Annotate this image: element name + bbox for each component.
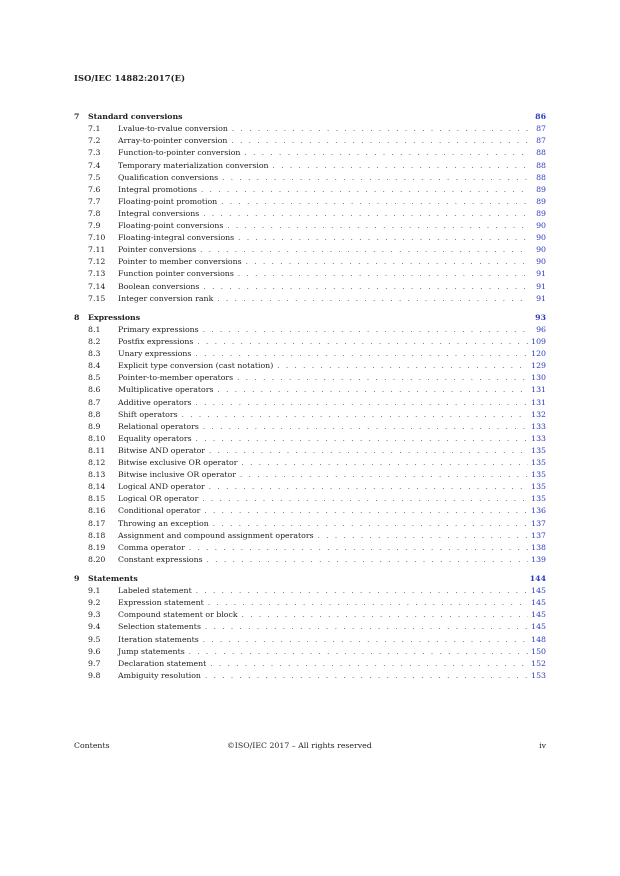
- section-page-link[interactable]: 91: [536, 281, 546, 291]
- section-number: 7.10: [88, 233, 106, 243]
- toc-section-entry[interactable]: [74, 530, 546, 542]
- section-title: Compound statement or block: [118, 610, 238, 620]
- section-page-link[interactable]: 89: [536, 208, 546, 218]
- toc-chapter-entry[interactable]: [74, 111, 546, 123]
- toc-section-entry[interactable]: [74, 208, 546, 220]
- section-number: 8.20: [88, 554, 106, 564]
- toc-chapter: [74, 573, 546, 682]
- section-number: 7.12: [88, 257, 106, 267]
- section-page-link[interactable]: 153: [531, 670, 546, 680]
- section-title: Function-to-pointer conversion: [118, 148, 241, 158]
- section-title: Postfix expressions: [118, 337, 194, 347]
- section-number: 8.5: [88, 373, 101, 383]
- dot-leader: [197, 336, 528, 348]
- section-page-link[interactable]: 132: [531, 409, 546, 419]
- section-page-link[interactable]: 90: [536, 233, 546, 243]
- section-title: Throwing an exception: [118, 518, 209, 528]
- dot-leader: [277, 360, 528, 372]
- dot-leader: [196, 585, 528, 597]
- dot-leader: [202, 493, 528, 505]
- section-page-link[interactable]: 135: [531, 482, 546, 492]
- toc-section-entry[interactable]: [74, 135, 546, 147]
- chapter-number: 9: [74, 573, 80, 583]
- section-title: Explicit type conversion (cast notation): [118, 361, 274, 371]
- section-number: 8.6: [88, 385, 101, 395]
- dot-leader: [232, 123, 529, 135]
- toc-chapter: [74, 312, 546, 566]
- chapter-number: 8: [74, 312, 80, 322]
- section-number: 7.3: [88, 148, 101, 158]
- dot-leader: [205, 670, 528, 682]
- dot-leader: [208, 597, 528, 609]
- chapter-number: 7: [74, 112, 80, 121]
- toc-section-entry[interactable]: [74, 433, 546, 445]
- toc-section-entry[interactable]: [74, 360, 546, 372]
- section-page-link[interactable]: 120: [531, 349, 546, 359]
- section-title: Relational operators: [118, 421, 199, 431]
- section-page-link[interactable]: 133: [531, 433, 546, 443]
- section-title: Floating-point conversions: [118, 221, 224, 231]
- section-page-link[interactable]: 109: [531, 337, 546, 347]
- section-title: Bitwise inclusive OR operator: [118, 470, 236, 480]
- section-number: 9.5: [88, 634, 101, 644]
- dot-leader: [182, 409, 529, 421]
- toc-section-entry[interactable]: [74, 220, 546, 232]
- section-page-link[interactable]: 152: [531, 658, 546, 668]
- section-page-link[interactable]: 145: [531, 610, 546, 620]
- toc-section-entry[interactable]: [74, 172, 546, 184]
- section-page-link[interactable]: 148: [531, 634, 546, 644]
- section-number: 7.14: [88, 281, 106, 291]
- section-title: Assignment and compound assignment operators: [118, 530, 314, 540]
- section-page-link[interactable]: 87: [536, 124, 546, 134]
- section-title: Shift operators: [118, 409, 178, 419]
- dot-leader: [221, 196, 529, 208]
- section-title: Bitwise AND operator: [118, 445, 206, 455]
- section-page-link[interactable]: 138: [531, 542, 546, 552]
- section-title: Integral promotions: [118, 184, 198, 194]
- section-title: Pointer-to-member operators: [118, 373, 234, 383]
- dot-leader: [222, 172, 529, 184]
- page-footer: [74, 741, 546, 750]
- section-number: 8.7: [88, 397, 101, 407]
- section-title: Temporary materialization conversion: [118, 160, 269, 170]
- dot-leader: [201, 184, 529, 196]
- toc-section-entry[interactable]: [74, 493, 546, 505]
- section-title: Logical AND operator: [118, 482, 205, 492]
- section-number: 9.4: [88, 622, 101, 632]
- section-page-link[interactable]: 150: [531, 646, 546, 656]
- section-number: 7.8: [88, 208, 101, 218]
- toc-section-entry[interactable]: [74, 585, 546, 597]
- toc-section-entry[interactable]: [74, 293, 546, 305]
- section-number: 9.2: [88, 598, 101, 608]
- dot-leader: [238, 268, 529, 280]
- dot-leader: [242, 609, 529, 621]
- section-number: 8.14: [88, 482, 106, 492]
- section-title: Floating-integral conversions: [118, 233, 235, 243]
- toc-section-entry[interactable]: [74, 184, 546, 196]
- toc-section-entry[interactable]: [74, 409, 546, 421]
- section-title: Iteration statements: [118, 634, 199, 644]
- section-page-link[interactable]: 133: [531, 421, 546, 431]
- section-page-link[interactable]: 135: [531, 458, 546, 468]
- toc-section-entry[interactable]: [74, 196, 546, 208]
- section-number: 8.12: [88, 458, 106, 468]
- section-title: Qualification conversions: [118, 172, 219, 182]
- toc-section-entry[interactable]: [74, 372, 546, 384]
- chapter-title: Standard conversions: [88, 112, 183, 121]
- section-page-link[interactable]: 145: [531, 622, 546, 632]
- section-title: Floating-point promotion: [118, 196, 218, 206]
- dot-leader: [273, 160, 529, 172]
- toc-chapter: [74, 111, 546, 305]
- dot-leader: [196, 433, 529, 445]
- toc-section-entry[interactable]: [74, 384, 546, 396]
- section-title: Selection statements: [118, 622, 201, 632]
- dot-leader: [203, 324, 529, 336]
- dot-leader: [318, 530, 529, 542]
- footer-section-label: Contents: [74, 741, 110, 750]
- dot-leader: [213, 518, 528, 530]
- toc-section-entry[interactable]: [74, 670, 546, 682]
- toc-section-entry[interactable]: [74, 123, 546, 135]
- dot-leader: [238, 232, 529, 244]
- section-title: Declaration statement: [118, 658, 207, 668]
- section-title: Boolean conversions: [118, 281, 200, 291]
- dot-leader: [204, 505, 528, 517]
- toc-section-entry[interactable]: [74, 348, 546, 360]
- dot-leader: [210, 658, 528, 670]
- toc-section-entry[interactable]: [74, 634, 546, 646]
- section-number: 7.11: [88, 245, 106, 255]
- toc-section-entry[interactable]: [74, 597, 546, 609]
- section-number: 8.16: [88, 506, 106, 516]
- section-number: 8.11: [88, 445, 106, 455]
- section-title: Pointer to member conversions: [118, 257, 242, 267]
- section-page-link[interactable]: 137: [531, 530, 546, 540]
- dot-leader: [241, 457, 528, 469]
- dot-leader: [195, 348, 528, 360]
- section-number: 8.2: [88, 337, 101, 347]
- toc-section-entry[interactable]: [74, 324, 546, 336]
- dot-leader: [237, 372, 528, 384]
- section-number: 8.17: [88, 518, 106, 528]
- section-title: Additive operators: [118, 397, 192, 407]
- dot-leader: [209, 445, 528, 457]
- section-number: 8.4: [88, 361, 101, 371]
- toc-section-entry[interactable]: [74, 268, 546, 280]
- toc-section-entry[interactable]: [74, 397, 546, 409]
- section-page-link[interactable]: 90: [536, 221, 546, 231]
- section-number: 7.15: [88, 293, 106, 303]
- section-number: 9.6: [88, 646, 101, 656]
- toc-section-entry[interactable]: [74, 621, 546, 633]
- toc-section-entry[interactable]: [74, 646, 546, 658]
- section-title: Expression statement: [118, 598, 204, 608]
- toc-section-entry[interactable]: [74, 232, 546, 244]
- section-page-link[interactable]: 91: [536, 269, 546, 279]
- dot-leader: [227, 220, 529, 232]
- section-number: 9.1: [88, 586, 101, 596]
- toc-section-entry[interactable]: [74, 421, 546, 433]
- section-page-link[interactable]: 89: [536, 184, 546, 194]
- section-page-link[interactable]: 135: [531, 470, 546, 480]
- dot-leader: [195, 397, 528, 409]
- section-title: Integer conversion rank: [118, 293, 214, 303]
- toc-section-entry[interactable]: [74, 554, 546, 566]
- section-page-link[interactable]: 129: [531, 361, 546, 371]
- section-number: 7.13: [88, 269, 106, 279]
- section-number: 7.9: [88, 221, 101, 231]
- section-page-link[interactable]: 137: [531, 518, 546, 528]
- toc-section-entry[interactable]: [74, 457, 546, 469]
- section-number: 8.15: [88, 494, 106, 504]
- toc-section-entry[interactable]: [74, 469, 546, 481]
- toc-section-entry[interactable]: [74, 542, 546, 554]
- section-number: 7.7: [88, 196, 101, 206]
- section-title: Multiplicative operators: [118, 385, 214, 395]
- toc-section-entry[interactable]: [74, 244, 546, 256]
- section-title: Equality operators: [118, 433, 192, 443]
- dot-leader: [209, 481, 528, 493]
- section-page-link[interactable]: 131: [531, 397, 546, 407]
- toc-section-entry[interactable]: [74, 160, 546, 172]
- dot-leader: [189, 646, 528, 658]
- dot-leader: [203, 634, 528, 646]
- table-of-contents: [74, 111, 546, 689]
- section-page-link[interactable]: 88: [536, 160, 546, 170]
- footer-copyright: ©ISO/IEC 2017 – All rights reserved: [227, 741, 372, 750]
- section-title: Bitwise exclusive OR operator: [118, 458, 238, 468]
- section-page-link[interactable]: 90: [536, 245, 546, 255]
- section-number: 7.6: [88, 184, 101, 194]
- toc-section-entry[interactable]: [74, 658, 546, 670]
- dot-leader: [244, 147, 529, 159]
- dot-leader: [231, 135, 529, 147]
- chapter-page-link[interactable]: 93: [535, 312, 546, 322]
- chapter-title: Statements: [88, 573, 138, 583]
- section-page-link[interactable]: 96: [536, 325, 546, 334]
- section-page-link[interactable]: 136: [531, 506, 546, 516]
- toc-section-entry[interactable]: [74, 518, 546, 530]
- toc-chapter-entry[interactable]: [74, 312, 546, 324]
- toc-section-entry[interactable]: [74, 445, 546, 457]
- dot-leader: [200, 244, 529, 256]
- chapter-page-link[interactable]: 86: [535, 112, 546, 121]
- section-title: Integral conversions: [118, 208, 200, 218]
- dot-leader: [205, 621, 528, 633]
- section-number: 8.19: [88, 542, 106, 552]
- section-title: Pointer conversions: [118, 245, 197, 255]
- section-page-link[interactable]: 145: [531, 586, 546, 596]
- section-number: 8.18: [88, 530, 106, 540]
- dot-leader: [207, 554, 528, 566]
- toc-section-entry[interactable]: [74, 281, 546, 293]
- dot-leader: [203, 208, 529, 220]
- dot-leader: [203, 281, 529, 293]
- section-number: 8.3: [88, 349, 101, 359]
- section-page-link[interactable]: 131: [531, 385, 546, 395]
- dot-leader: [203, 421, 528, 433]
- footer-page-number: iv: [539, 741, 546, 750]
- section-page-link[interactable]: 145: [531, 598, 546, 608]
- section-page-link[interactable]: 130: [531, 373, 546, 383]
- section-number: 7.5: [88, 172, 101, 182]
- dot-leader: [217, 384, 528, 396]
- dot-leader: [240, 469, 528, 481]
- toc-chapter-entry[interactable]: [74, 573, 546, 585]
- section-number: 8.10: [88, 433, 106, 443]
- section-number: 9.7: [88, 658, 101, 668]
- section-number: 9.8: [88, 670, 101, 680]
- document-header-title: ISO/IEC 14882:2017(E): [74, 73, 186, 83]
- chapter-title: Expressions: [88, 312, 141, 322]
- section-title: Labeled statement: [118, 586, 192, 596]
- toc-section-entry[interactable]: [74, 256, 546, 268]
- section-page-link[interactable]: 88: [536, 172, 546, 182]
- section-title: Unary expressions: [118, 349, 192, 359]
- section-number: 8.1: [88, 325, 101, 334]
- toc-section-entry[interactable]: [74, 609, 546, 621]
- section-title: Constant expressions: [118, 554, 203, 564]
- section-page-link[interactable]: 139: [531, 554, 546, 564]
- dot-leader: [217, 293, 529, 305]
- section-title: Primary expressions: [118, 325, 199, 334]
- section-number: 7.2: [88, 136, 101, 146]
- section-number: 8.9: [88, 421, 101, 431]
- section-page-link[interactable]: 90: [536, 257, 546, 267]
- section-title: Comma operator: [118, 542, 185, 552]
- section-number: 7.4: [88, 160, 101, 170]
- section-title: Array-to-pointer conversion: [118, 136, 228, 146]
- section-page-link[interactable]: 91: [536, 293, 546, 303]
- chapter-page-link[interactable]: 144: [529, 573, 546, 583]
- section-number: 9.3: [88, 610, 101, 620]
- section-title: Conditional operator: [118, 506, 201, 516]
- section-number: 8.8: [88, 409, 101, 419]
- toc-section-entry[interactable]: [74, 505, 546, 517]
- toc-section-entry[interactable]: [74, 481, 546, 493]
- section-title: Ambiguity resolution: [118, 670, 201, 680]
- section-title: Function pointer conversions: [118, 269, 234, 279]
- dot-leader: [246, 256, 529, 268]
- section-page-link[interactable]: 87: [536, 136, 546, 146]
- section-number: 8.13: [88, 470, 106, 480]
- toc-section-entry[interactable]: [74, 147, 546, 159]
- section-number: 7.1: [88, 124, 101, 134]
- toc-section-entry[interactable]: [74, 336, 546, 348]
- section-page-link[interactable]: 135: [531, 494, 546, 504]
- section-title: Lvalue-to-rvalue conversion: [118, 124, 228, 134]
- section-page-link[interactable]: 89: [536, 196, 546, 206]
- dot-leader: [189, 542, 528, 554]
- section-page-link[interactable]: 88: [536, 148, 546, 158]
- section-title: Jump statements: [118, 646, 185, 656]
- section-page-link[interactable]: 135: [531, 445, 546, 455]
- section-title: Logical OR operator: [118, 494, 199, 504]
